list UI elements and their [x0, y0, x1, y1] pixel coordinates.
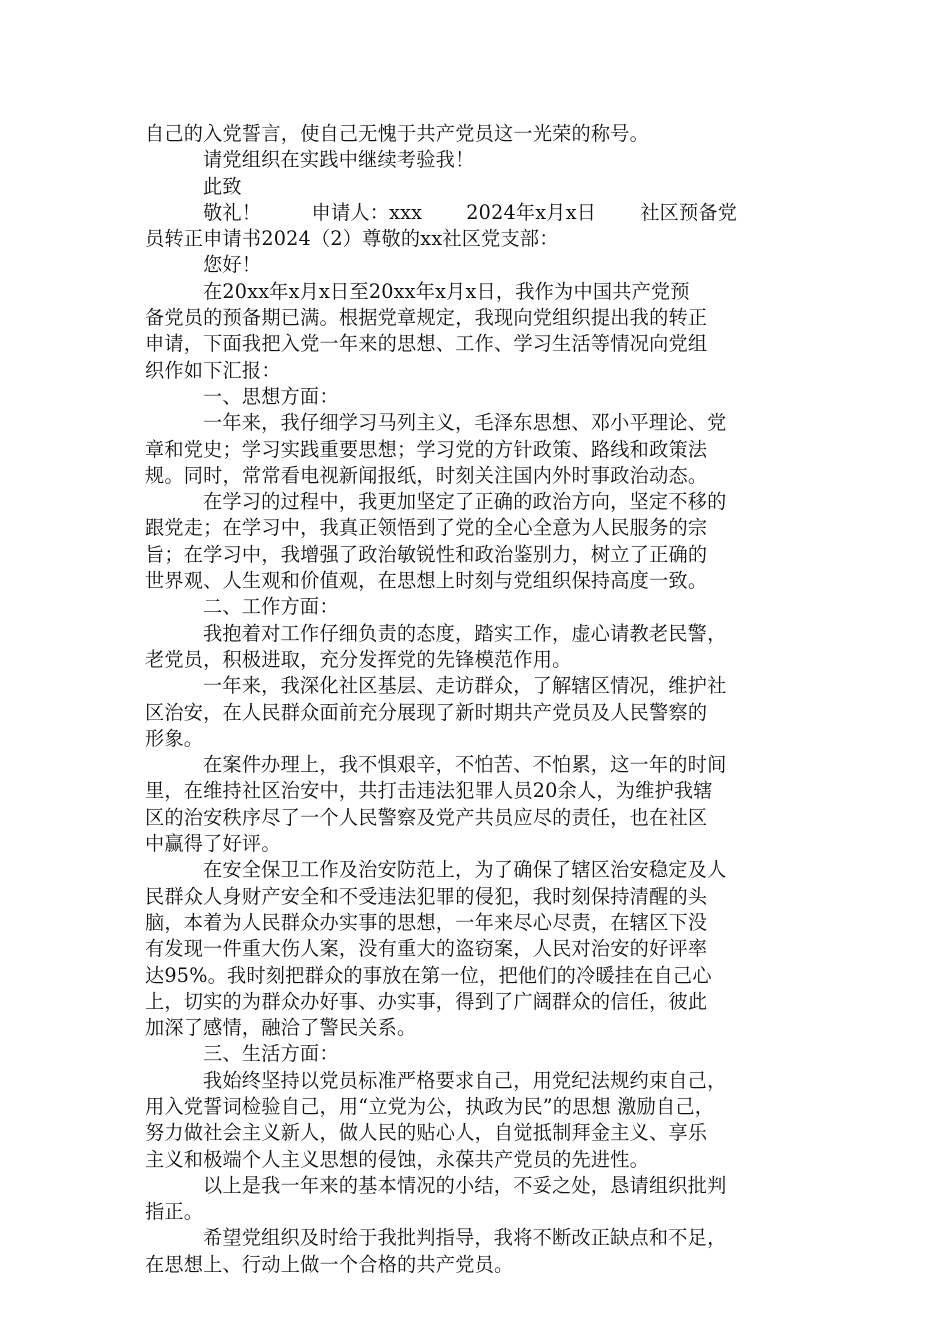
- text-line: 主义和极端个人主义思想的侵蚀，永葆共产党员的先进性。: [145, 1147, 650, 1171]
- text-line: 一年来，我深化社区基层、走访群众，了解辖区情况，维护社: [203, 674, 727, 698]
- text-line: 章和党史；学习实践重要思想；学习党的方针政策、路线和政策法: [145, 437, 708, 461]
- text-line: 有发现一件重大伤人案，没有重大的盗窃案，人民对治安的好评率: [145, 937, 708, 961]
- text-line: 形象。: [145, 726, 204, 750]
- text-line: 上，切实的为群众办好事、办实事，得到了广阔群众的信任，彼此: [145, 989, 708, 1013]
- text-line: 申请，下面我把入党一年来的思想、工作、学习生活等情况向党组: [145, 332, 708, 356]
- text-line: 跟党走；在学习中，我真正领悟到了党的全心全意为人民服务的宗: [145, 516, 708, 540]
- text-line: 在安全保卫工作及治安防范上，为了确保了辖区治安稳定及人: [203, 858, 727, 882]
- text-line: 区的治安秩序尽了一个人民警察及党产共员应尽的责任，也在社区: [145, 805, 708, 829]
- text-line: 一年来，我仔细学习马列主义，毛泽东思想、邓小平理论、党: [203, 411, 727, 435]
- text-line: 我始终坚持以党员标准严格要求自己，用党纪法规约束自己，: [203, 1068, 727, 1092]
- text-line: 旨；在学习中，我增强了政治敏锐性和政治鉴别力，树立了正确的: [145, 542, 708, 566]
- text-line: 此致: [203, 174, 242, 198]
- text-line: 在案件办理上，我不惧艰辛，不怕苦、不怕累，这一年的时间: [203, 753, 727, 777]
- text-line: 努力做社会主义新人，做人民的贴心人，自觉抵制拜金主义、享乐: [145, 1121, 708, 1145]
- text-line: 自己的入党誓言，使自己无愧于共产党员这一光荣的称号。: [145, 122, 650, 145]
- text-line: 希望党组织及时给于我批判指导，我将不断改正缺点和不足，: [203, 1226, 727, 1250]
- text-line: 区治安，在人民群众面前充分展现了新时期共产党员及人民警察的: [145, 700, 708, 724]
- text-line: 员转正申请书2024（2）尊敬的xx社区党支部：: [145, 227, 559, 251]
- text-line: 在20xx年x月x日至20xx年x月x日，我作为中国共产党预: [203, 279, 690, 303]
- text-line: 以上是我一年来的基本情况的小结，不妥之处，恳请组织批判: [203, 1173, 727, 1197]
- text-line: 二、工作方面：: [203, 595, 339, 619]
- text-line: 请党组织在实践中继续考验我！: [203, 148, 475, 172]
- text-line: 敬礼！ 申请人：xxx 2024年x月x日 社区预备党: [203, 200, 738, 224]
- text-line: 指正。: [145, 1200, 204, 1224]
- text-line: 加深了感情，融洽了警民关系。: [145, 1016, 417, 1040]
- text-line: 在思想上、行动上做一个合格的共产党员。: [145, 1252, 514, 1276]
- document-body: [145, 121, 811, 1278]
- text-line: 达95%。我时刻把群众的事放在第一位，把他们的冷暖挂在自己心: [145, 963, 712, 987]
- text-line: 三、生活方面：: [203, 1042, 339, 1066]
- text-line: 在学习的过程中，我更加坚定了正确的政治方向，坚定不移的: [203, 490, 727, 514]
- text-line: 一、思想方面：: [203, 384, 339, 408]
- text-line: 中赢得了好评。: [145, 832, 281, 856]
- text-line: 脑，本着为人民群众办实事的思想，一年来尽心尽责，在辖区下没: [145, 910, 708, 934]
- text-line: 您好！: [203, 253, 262, 277]
- text-line: 民群众人身财产安全和不受违法犯罪的侵犯，我时刻保持清醒的头: [145, 884, 708, 908]
- text-line: 织作如下汇报：: [145, 358, 281, 382]
- text-line: 老党员，积极进取，充分发挥党的先锋模范作用。: [145, 647, 572, 671]
- text-line: 世界观、人生观和价值观，在思想上时刻与党组织保持高度一致。: [145, 569, 708, 593]
- text-line: 用入党誓词检验自己，用“立党为公，执政为民”的思想 激励自己，: [145, 1094, 715, 1118]
- text-line: 里，在维持社区治安中，共打击违法犯罪人员20余人，为维护我辖: [145, 779, 713, 803]
- text-line: 规。同时，常常看电视新闻报纸，时刻关注国内外时事政治动态。: [145, 463, 708, 487]
- text-line: 我抱着对工作仔细负责的态度，踏实工作，虚心请教老民警，: [203, 621, 727, 645]
- text-line: 备党员的预备期已满。根据党章规定，我现向党组织提出我的转正: [145, 306, 708, 330]
